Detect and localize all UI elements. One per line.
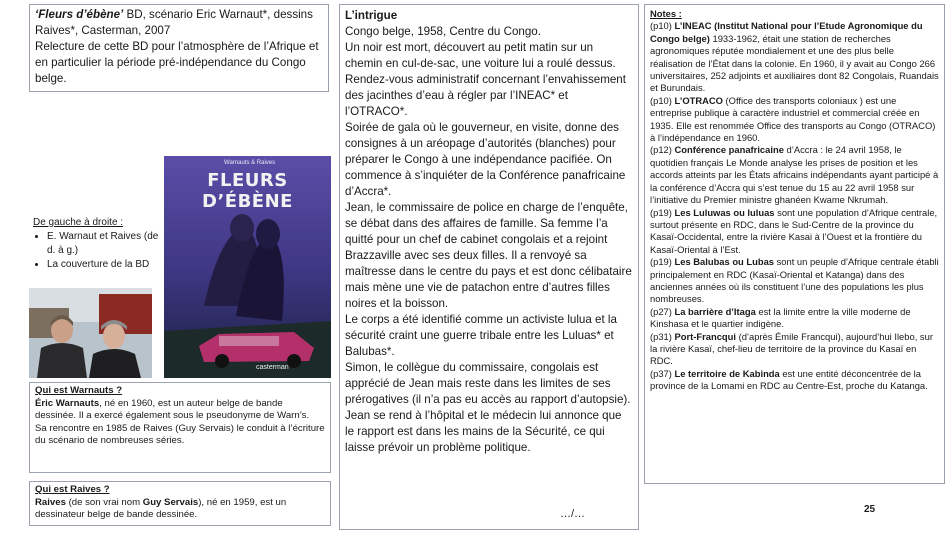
intrigue-title: L’intrigue [345, 9, 398, 22]
raives-bio-mid: (de son vrai nom [65, 496, 143, 508]
book-title: ‘Fleurs d’ébène’ [35, 8, 124, 21]
image-caption [33, 216, 163, 272]
note-term: L’OTRACO [674, 94, 723, 106]
cover-title: FLEURS D’ÉBÈNE [202, 170, 293, 212]
caption-list [33, 230, 163, 272]
note-text: d’Accra : le 24 avril 1958, le quotidien français Le Monde analyse les prises de position et les accords atteints par les États africains indépendants ayant participé à la conférence d’Accra qui s’est tenue du 15 au 22 avril 1958 sur l’initiative du Premier ministre ghanéen Kwame Nkrumah. [650, 144, 939, 206]
note-item [650, 95, 939, 145]
note-item [650, 144, 939, 206]
raives-heading: Qui est Raives ? [35, 484, 110, 495]
note-term: Les Luluwas ou luluas [674, 206, 775, 218]
intrigue-paragraph: Soirée de gala où le gouverneur, en visite, donne des consignes à un aréopage d’autorités (blanches) pour préparer le Congo à une indépendance pacifiée. On commence à s’inquiéter de la Conférence panafricaine d’Accra*. [345, 121, 626, 198]
note-ref: (p37) [650, 367, 675, 379]
cover-publisher: casterman [256, 364, 289, 371]
caption-item: • E. Warnaut et Raives (de d. à g.) [47, 230, 163, 258]
note-text: est la limite entre la ville moderne de Kinshasa et le quartier indigène. [650, 305, 911, 330]
note-item [650, 368, 939, 393]
note-term: Les Balubas ou Lubas [674, 256, 774, 268]
raives-real-name: Guy Servais [142, 496, 199, 508]
intrigue-paragraph: Un noir est mort, découvert au petit matin sur un chemin en cul-de-sac, une voiture lui a roulé dessus. [345, 41, 616, 70]
cover-brand: Warnauts & Raives [224, 160, 276, 166]
intrigue-paragraph: Jean, le commissaire de police en charge de l’enquête, se débat dans des affaires de famille. Sa femme l’a quitté pour un chef de cabinet congolais et a rejoint Brazzaville avec ses deux filles. Il a renvoyé sa maîtresse dans le centre du pays et est donc célibataire mais mène une vie de patachon entre d’autres filles noires et la boisson. [345, 201, 632, 310]
caption-item: • La couverture de la BD [47, 258, 163, 272]
warnaut-heading: Qui est Warnauts ? [35, 385, 123, 396]
raives-bio-text: ), né en 1959, est un dessinateur belge de bande dessinée. [35, 496, 287, 520]
note-term: L’INEAC (Institut National pour l’Etude Agronomique du Congo belge) [650, 20, 923, 44]
note-text: sont une population d’Afrique centrale, surtout présente en RDC, dans le Sud-Centre de la province du Kasaï-Occidental, entre la rivière Kasai à l’Ouest et la frontière du Kasaï-Oriental à l’Est. [650, 206, 938, 255]
intrigue-box [339, 4, 639, 530]
intrigue-paragraph: Le corps a été identifié comme un activiste lulua et la sécurité craint une guerre tribale entre les Luluas* et Balubas*. [345, 313, 617, 358]
book-info-box [29, 4, 329, 92]
note-text: (d’après Émile Francqui), aujourd’hui Ilebo, sur la rivière Kasaï, chef-lieu de territoire de la province du Kasaï en RDC. [650, 330, 933, 367]
book-credits: BD, scénario Eric Warnaut*, dessins Raives*, Casterman, 2007 [35, 8, 313, 37]
note-ref: (p10) [650, 94, 675, 106]
intrigue-paragraph: Congo belge, 1958, Centre du Congo. [345, 25, 541, 38]
warnaut-bio-2: Sa rencontre en 1985 de Raives (Guy Servais) le conduit à l’écriture du scénario de nombreuses séries. [35, 422, 325, 446]
warnaut-bio [35, 398, 325, 423]
note-text: est une entité déconcentrée de la province de la Lomami en RDC au Centre-Est, proche du Katanga. [650, 367, 928, 392]
note-text: 1933-1962, était une station de recherches agronomiques réputée mondialement et une des plus belle réalisation de l’État dans la colonie. En 1960, il y avait au Congo 266 universitaires, 252 adjoints et auxiliaires dont 82 Congolais, Ruandais et Burundais. [650, 32, 939, 94]
note-ref: (p19) [650, 256, 675, 268]
note-term: Port-Francqui [674, 330, 736, 342]
note-item [650, 306, 939, 331]
note-item [650, 207, 939, 257]
note-term: Le territoire de Kabinda [674, 367, 780, 379]
note-ref: (p10) [650, 20, 675, 32]
intrigue-paragraph: Rendez-vous administratif concernant l’envahissement des jacinthes d’eau à régler par l’INEAC* et l’OTRACO*. [345, 73, 626, 118]
caption-heading: De gauche à droite : [33, 217, 124, 228]
intrigue-paragraph: Simon, le collègue du commissaire, congolais est apprécié de Jean mais reste dans les limites de ses prérogatives (il n’a pas eu accès au rapport d’autopsie). Jean se rend à l’hôpital et le médecin lui annonce que le rapport est dans les mains de la Sécurité, ce qui laisse prévoir un problème politique. [345, 361, 631, 454]
warnaut-bio-text: , né en 1960, est un auteur belge de bande dessinée. Il a exercé également sous le pseudonyme de Warn’s. [35, 397, 310, 421]
note-item [650, 331, 939, 368]
note-term: La barrière d’Itaga [674, 305, 756, 317]
raives-box [29, 481, 331, 526]
note-ref: (p31) [650, 330, 675, 342]
notes-heading: Notes : [650, 8, 682, 19]
note-ref: (p19) [650, 206, 675, 218]
warnaut-box [29, 382, 331, 473]
note-ref: (p27) [650, 305, 675, 317]
note-item [650, 20, 939, 94]
book-description: Relecture de cette BD pour l’atmosphère de l’Afrique et en particulier la période pré-indépendance du Congo belge. [35, 40, 319, 85]
note-text: sont un peuple d’Afrique centrale établi principalement en RDC (Kasaï-Oriental et Katanga) dans des anciennes années où ils constituent l’une des populations les plus nombreuses. [650, 256, 939, 305]
raives-name: Raives [35, 496, 66, 508]
continuation-mark: …/… [560, 508, 586, 520]
note-text: (Office des transports coloniaux ) est une entreprise publique à caractère industriel et commercial créée en 1935. Elle est renommée Office des transports au Congo (OTRACO) à l’indépendance en 1960. [650, 94, 936, 144]
note-term: Conférence panafricaine [674, 144, 784, 156]
note-ref: (p12) [650, 144, 675, 156]
note-item [650, 256, 939, 306]
warnaut-name: Éric Warnauts [35, 397, 100, 409]
page-number: 25 [864, 504, 876, 515]
notes-box [644, 4, 945, 484]
comic-cover [164, 156, 331, 378]
raives-bio [35, 497, 325, 522]
authors-photo [29, 288, 152, 378]
